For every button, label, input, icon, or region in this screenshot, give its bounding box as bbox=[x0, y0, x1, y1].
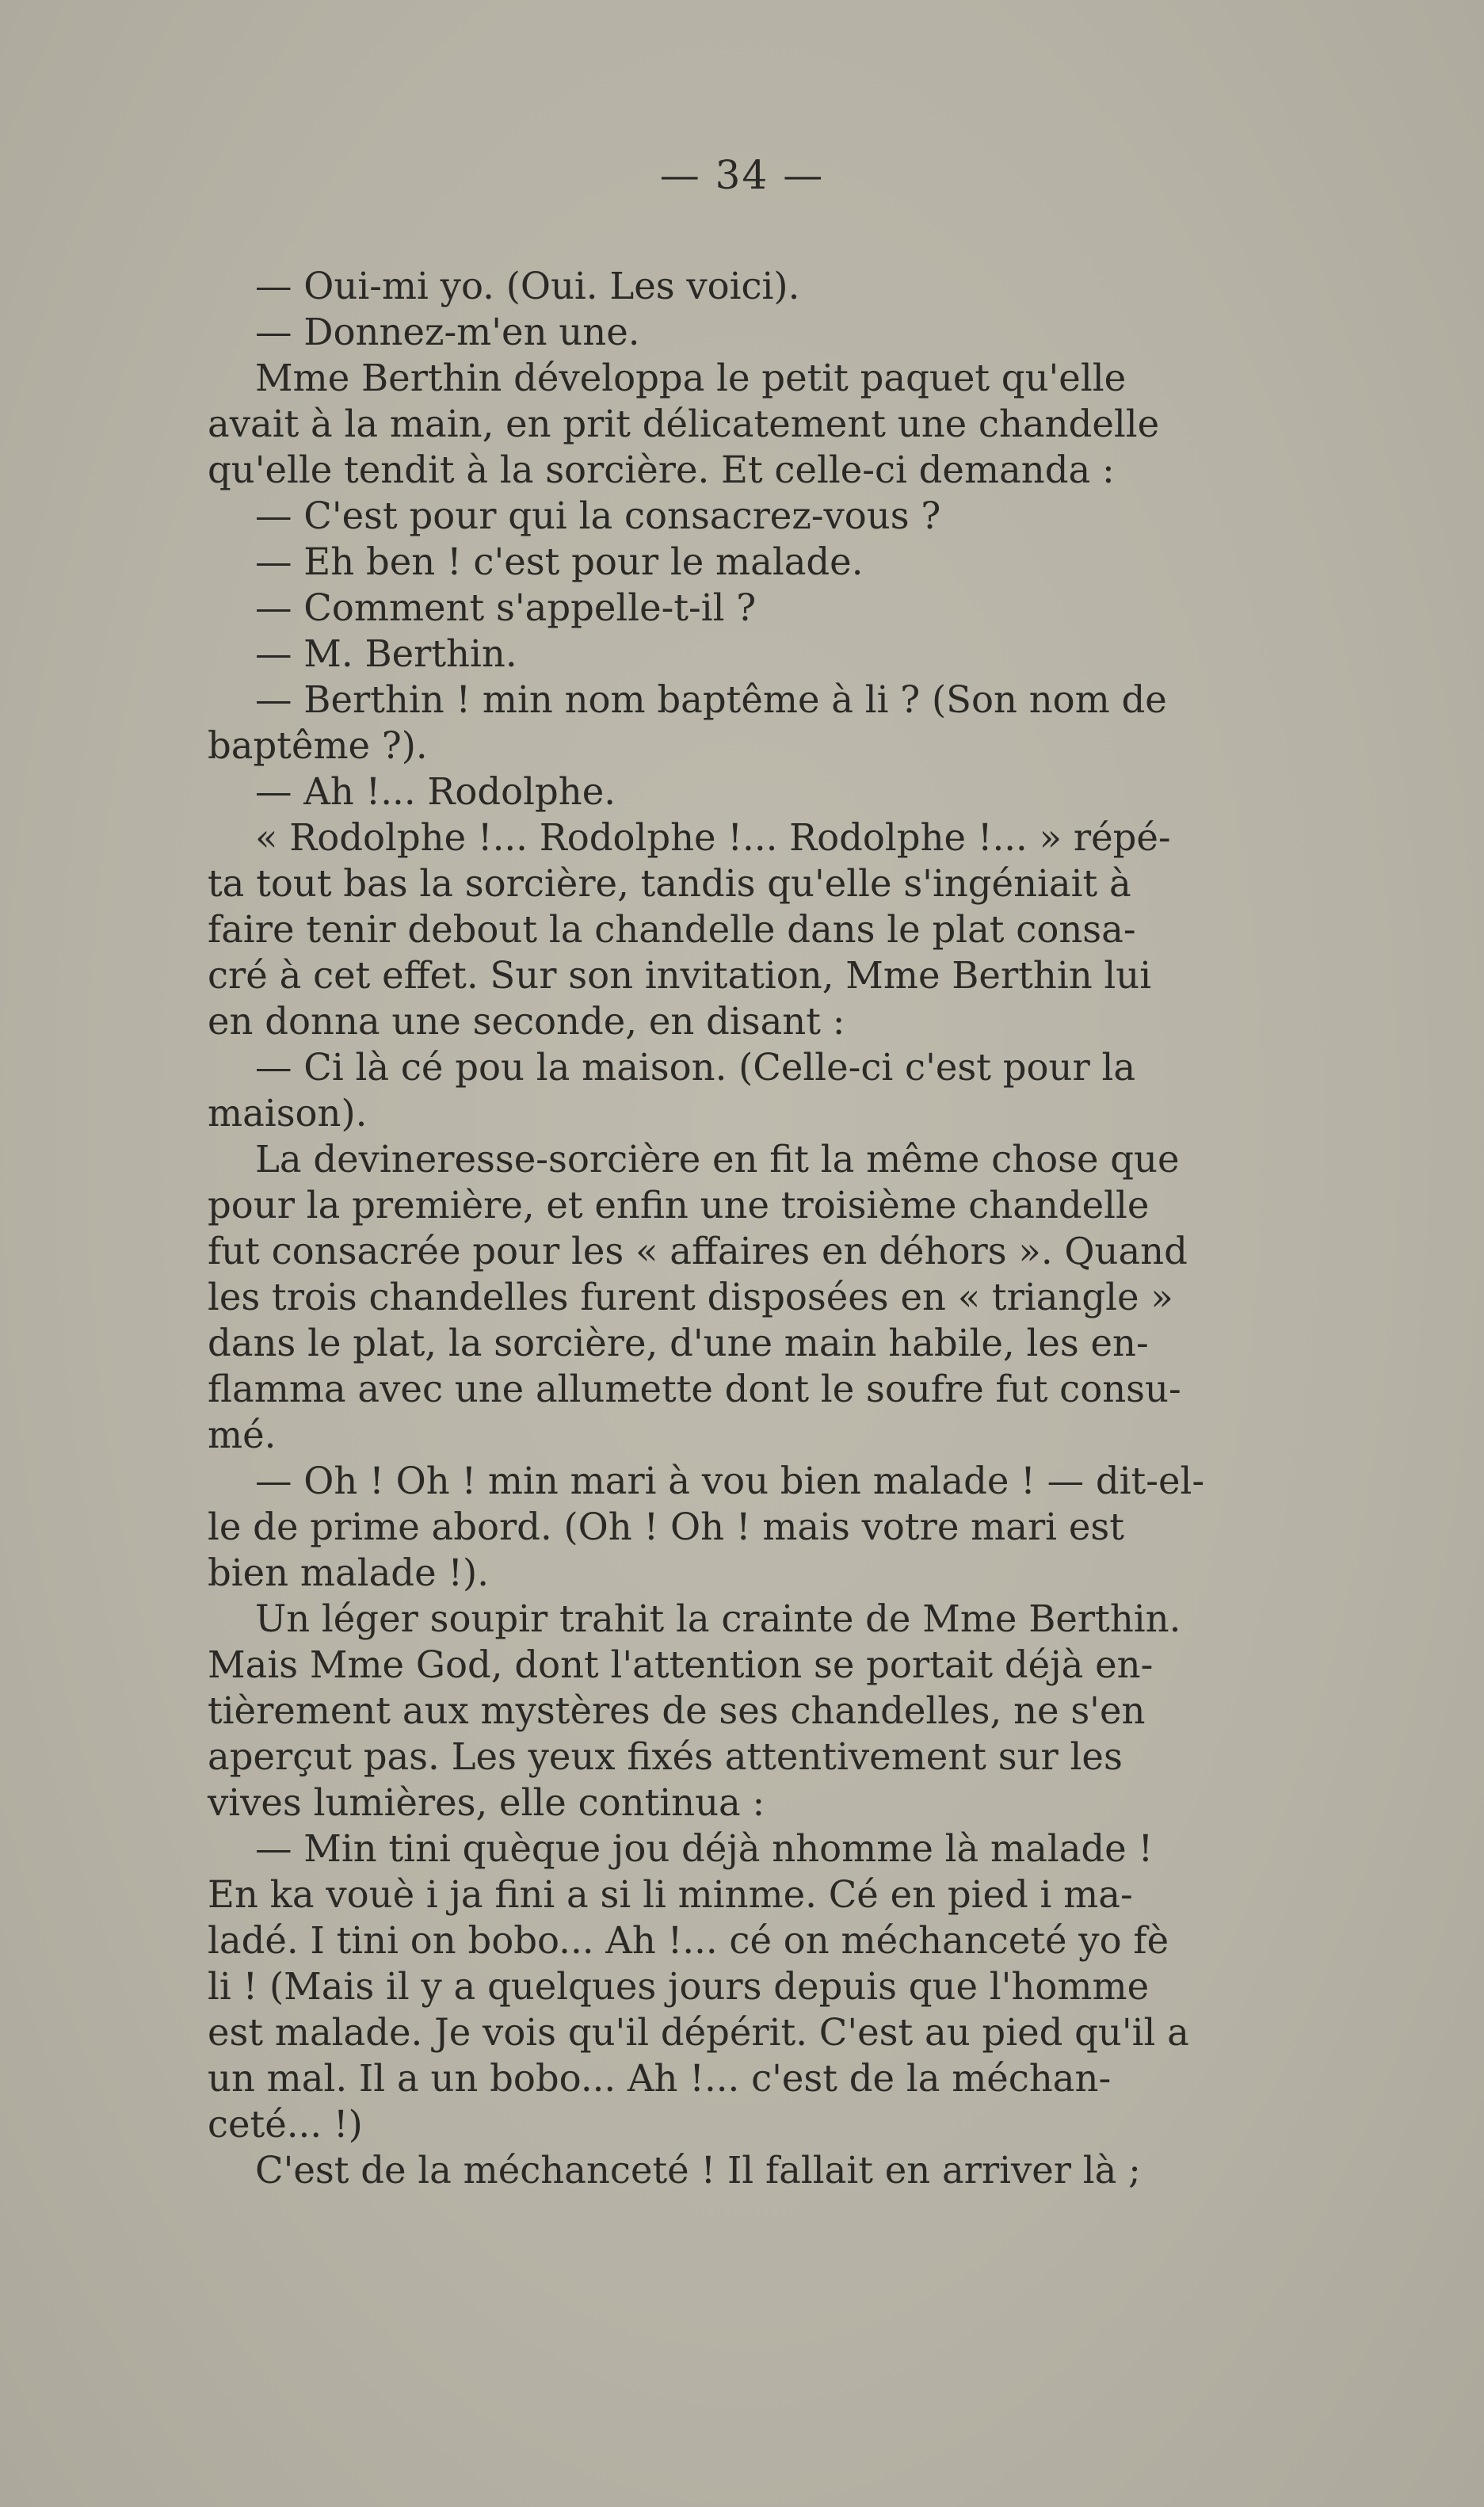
text-line: « Rodolphe !... Rodolphe !... Rodolphe !... » répé- bbox=[255, 816, 1171, 859]
text-line: est malade. Je vois qu'il dépérit. C'est au pied qu'il a bbox=[208, 2011, 1189, 2054]
text-line: en donna une seconde, en disant : bbox=[208, 1000, 845, 1043]
text-line: — Donnez-m'en une. bbox=[255, 311, 640, 353]
text-line: Mais Mme God, dont l'attention se portait déjà en- bbox=[208, 1643, 1154, 1686]
text-line: pour la première, et enfin une troisième chandelle bbox=[208, 1184, 1150, 1227]
text-line: le de prime abord. (Oh ! Oh ! mais votre mari est bbox=[208, 1505, 1124, 1548]
text-line: avait à la main, en prit délicatement une chandelle bbox=[208, 403, 1160, 445]
text-line: fut consacrée pour les « affaires en déhors ». Quand bbox=[208, 1230, 1188, 1273]
text-line: — Berthin ! min nom baptême à li ? (Son nom de bbox=[255, 678, 1167, 721]
text-line: les trois chandelles furent disposées en « triangle » bbox=[208, 1276, 1173, 1318]
text-line: — Min tini quèque jou déjà nhomme là malade ! bbox=[255, 1827, 1154, 1870]
text-line: baptême ?). bbox=[208, 724, 428, 767]
text-line: C'est de la méchanceté ! Il fallait en arriver là ; bbox=[255, 2149, 1141, 2192]
text-line: qu'elle tendit à la sorcière. Et celle-ci demanda : bbox=[208, 448, 1115, 491]
text-line: Mme Berthin développa le petit paquet qu'elle bbox=[255, 357, 1127, 399]
text-line: bien malade !). bbox=[208, 1551, 489, 1594]
text-line: faire tenir debout la chandelle dans le plat consa- bbox=[208, 908, 1136, 951]
text-line: — C'est pour qui la consacrez-vous ? bbox=[255, 494, 941, 537]
text-line: aperçut pas. Les yeux fixés attentivement sur les bbox=[208, 1735, 1123, 1778]
text-line: — Comment s'appelle-t-il ? bbox=[255, 586, 757, 629]
text-line: — Oui-mi yo. (Oui. Les voici). bbox=[255, 265, 800, 307]
text-line: un mal. Il a un bobo... Ah !... c'est de la méchan- bbox=[208, 2057, 1112, 2100]
text-line: La devineresse-sorcière en fit la même chose que bbox=[255, 1138, 1180, 1181]
text-line: dans le plat, la sorcière, d'une main habile, les en- bbox=[208, 1322, 1149, 1364]
text-line: ladé. I tini on bobo... Ah !... cé on méchanceté yo fè bbox=[208, 1919, 1169, 1962]
body-text bbox=[208, 263, 1341, 2193]
text-line: mé. bbox=[208, 1414, 277, 1456]
text-line: ta tout bas la sorcière, tandis qu'elle s'ingéniait à bbox=[208, 862, 1131, 905]
text-line: En ka vouè i ja fini a si li minme. Cé en pied i ma- bbox=[208, 1873, 1133, 1916]
text-line: cré à cet effet. Sur son invitation, Mme Berthin lui bbox=[208, 954, 1152, 997]
text-line: li ! (Mais il y a quelques jours depuis que l'homme bbox=[208, 1965, 1150, 2008]
text-line: vives lumières, elle continua : bbox=[208, 1781, 765, 1824]
text-line: — Ah !... Rodolphe. bbox=[255, 770, 616, 813]
text-line: — Ci là cé pou la maison. (Celle-ci c'est pour la bbox=[255, 1046, 1136, 1089]
text-line: flamma avec une allumette dont le soufre fut consu- bbox=[208, 1368, 1181, 1410]
text-line: — M. Berthin. bbox=[255, 632, 517, 675]
text-line: tièrement aux mystères de ses chandelles, ne s'en bbox=[208, 1689, 1146, 1732]
text-line: — Eh ben ! c'est pour le malade. bbox=[255, 540, 864, 583]
text-line: — Oh ! Oh ! min mari à vou bien malade ! — dit-el- bbox=[255, 1460, 1205, 1502]
text-line: Un léger soupir trahit la crainte de Mme Berthin. bbox=[255, 1597, 1181, 1640]
text-line: ceté... !) bbox=[208, 2103, 363, 2146]
page-number: — 34 — bbox=[659, 152, 825, 198]
text-line: maison). bbox=[208, 1092, 368, 1135]
